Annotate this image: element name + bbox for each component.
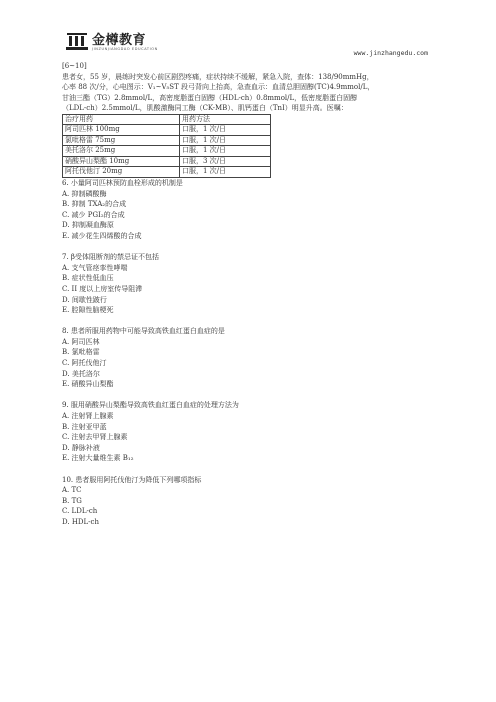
question-stem: 9. 服用硝酸异山梨酯导致高铁血红蛋白血症的处理方法为 xyxy=(62,401,239,410)
table-cell: 口服，1 次/日 xyxy=(180,125,271,136)
brand-logo xyxy=(66,33,158,53)
table-cell: 口服，3 次/日 xyxy=(180,156,271,167)
logo-chinese-name: 金樽教育 xyxy=(92,33,147,49)
option-c: C. 减少 PGI₂的合成 xyxy=(62,210,125,219)
table-cell: 阿托伐他汀 20mg xyxy=(63,167,180,178)
option-e: E. 减少花生四烯酸的合成 xyxy=(62,231,142,240)
website-url: www.jinzhangedu.com xyxy=(353,49,428,57)
option-e: E. 硝酸异山梨酯 xyxy=(62,380,114,389)
table-header-cell: 治疗用药 xyxy=(63,114,180,125)
section-range: [6~10] xyxy=(62,62,87,70)
option-d: D. 美托洛尔 xyxy=(62,369,100,378)
table-header-row xyxy=(63,114,271,125)
option-b: B. 抑制 TXA₂的合成 xyxy=(62,200,127,209)
option-d: D. 间歇性跛行 xyxy=(62,295,107,304)
table-row xyxy=(63,167,271,178)
logo-mark-icon xyxy=(66,33,88,53)
question-stem: 8. 患者所服用药物中可能导致高铁血红蛋白血症的是 xyxy=(62,327,225,336)
table-cell: 硝酸异山梨酯 10mg xyxy=(63,156,180,167)
question-stem: 7. β受体阻断剂的禁忌证不包括 xyxy=(62,253,159,262)
table-row xyxy=(63,156,271,167)
table-cell: 口服，1 次/日 xyxy=(180,167,271,178)
document-body xyxy=(62,61,432,528)
table-row xyxy=(63,125,271,136)
option-d: D. HDL-ch xyxy=(62,517,99,526)
option-c: C. LDL-ch xyxy=(62,507,98,516)
option-d: D. 抑制凝血酶原 xyxy=(62,221,114,230)
option-a: A. TC xyxy=(62,486,82,495)
question-6 xyxy=(62,178,432,242)
option-e: E. 腔隙性脑梗死 xyxy=(62,306,114,315)
option-e: E. 注射大量维生素 B₁₂ xyxy=(62,454,134,463)
question-9 xyxy=(62,400,432,464)
case-line-2: 心率 88 次/分，心电图示：V₁~V₅ST 段弓背向上抬高，急查血示：血清总胆固醇(TC)4.9mmol/L， xyxy=(62,83,375,92)
question-stem: 6. 小量阿司匹林预防血栓形成的机制是 xyxy=(62,178,183,187)
option-c: C. II 度以上房室传导阻滞 xyxy=(62,284,143,293)
question-8 xyxy=(62,326,432,390)
table-row xyxy=(63,146,271,157)
table-cell: 口服，1 次/日 xyxy=(180,146,271,157)
option-a: A. 阿司匹林 xyxy=(62,337,100,346)
table-cell: 口服，1 次/日 xyxy=(180,135,271,146)
table-cell: 阿司匹林 100mg xyxy=(63,125,180,136)
table-cell: 美托洛尔 25mg xyxy=(63,146,180,157)
case-line-3: 甘油三酯（TG）2.8mmol/L，高密度脂蛋白固醇（HDL-ch）0.8mmol/L，低密度脂蛋白固醇 xyxy=(62,93,358,102)
case-line-1: 患者女，55 岁，晨练时突发心前区剧烈疼痛，症状持续不缓解，紧急入院，查体：138/90mmHg， xyxy=(62,72,374,81)
table-row xyxy=(63,135,271,146)
option-b: B. 氯吡格雷 xyxy=(62,348,100,357)
question-10 xyxy=(62,475,432,528)
option-a: A. 注射肾上腺素 xyxy=(62,412,114,421)
option-a: A. 支气管痉挛性哮喘 xyxy=(62,263,128,272)
question-7 xyxy=(62,252,432,316)
option-a: A. 抑制磷酸酶 xyxy=(62,189,107,198)
table-header-cell: 用药方法 xyxy=(180,114,271,125)
medication-table xyxy=(62,114,271,178)
option-b: B. TG xyxy=(62,496,82,505)
logo-english-name: JINZUNJIANGDAO EDUCATION xyxy=(92,47,158,52)
option-b: B. 注射亚甲蓝 xyxy=(62,422,107,431)
option-c: C. 注射去甲肾上腺素 xyxy=(62,433,128,442)
table-cell: 氯吡格雷 75mg xyxy=(63,135,180,146)
question-stem: 10. 患者服用阿托伐他汀为降低下列哪项指标 xyxy=(62,475,202,484)
case-line-4: （LDL-ch）2.5mmol/L，肌酸激酶同工酶（CK-MB）、肌钙蛋白（TnI）明显升高。医嘱： xyxy=(62,104,348,113)
option-c: C. 阿托伐他汀 xyxy=(62,359,107,368)
option-b: B. 症状性低血压 xyxy=(62,274,114,283)
option-d: D. 静脉补液 xyxy=(62,443,100,452)
